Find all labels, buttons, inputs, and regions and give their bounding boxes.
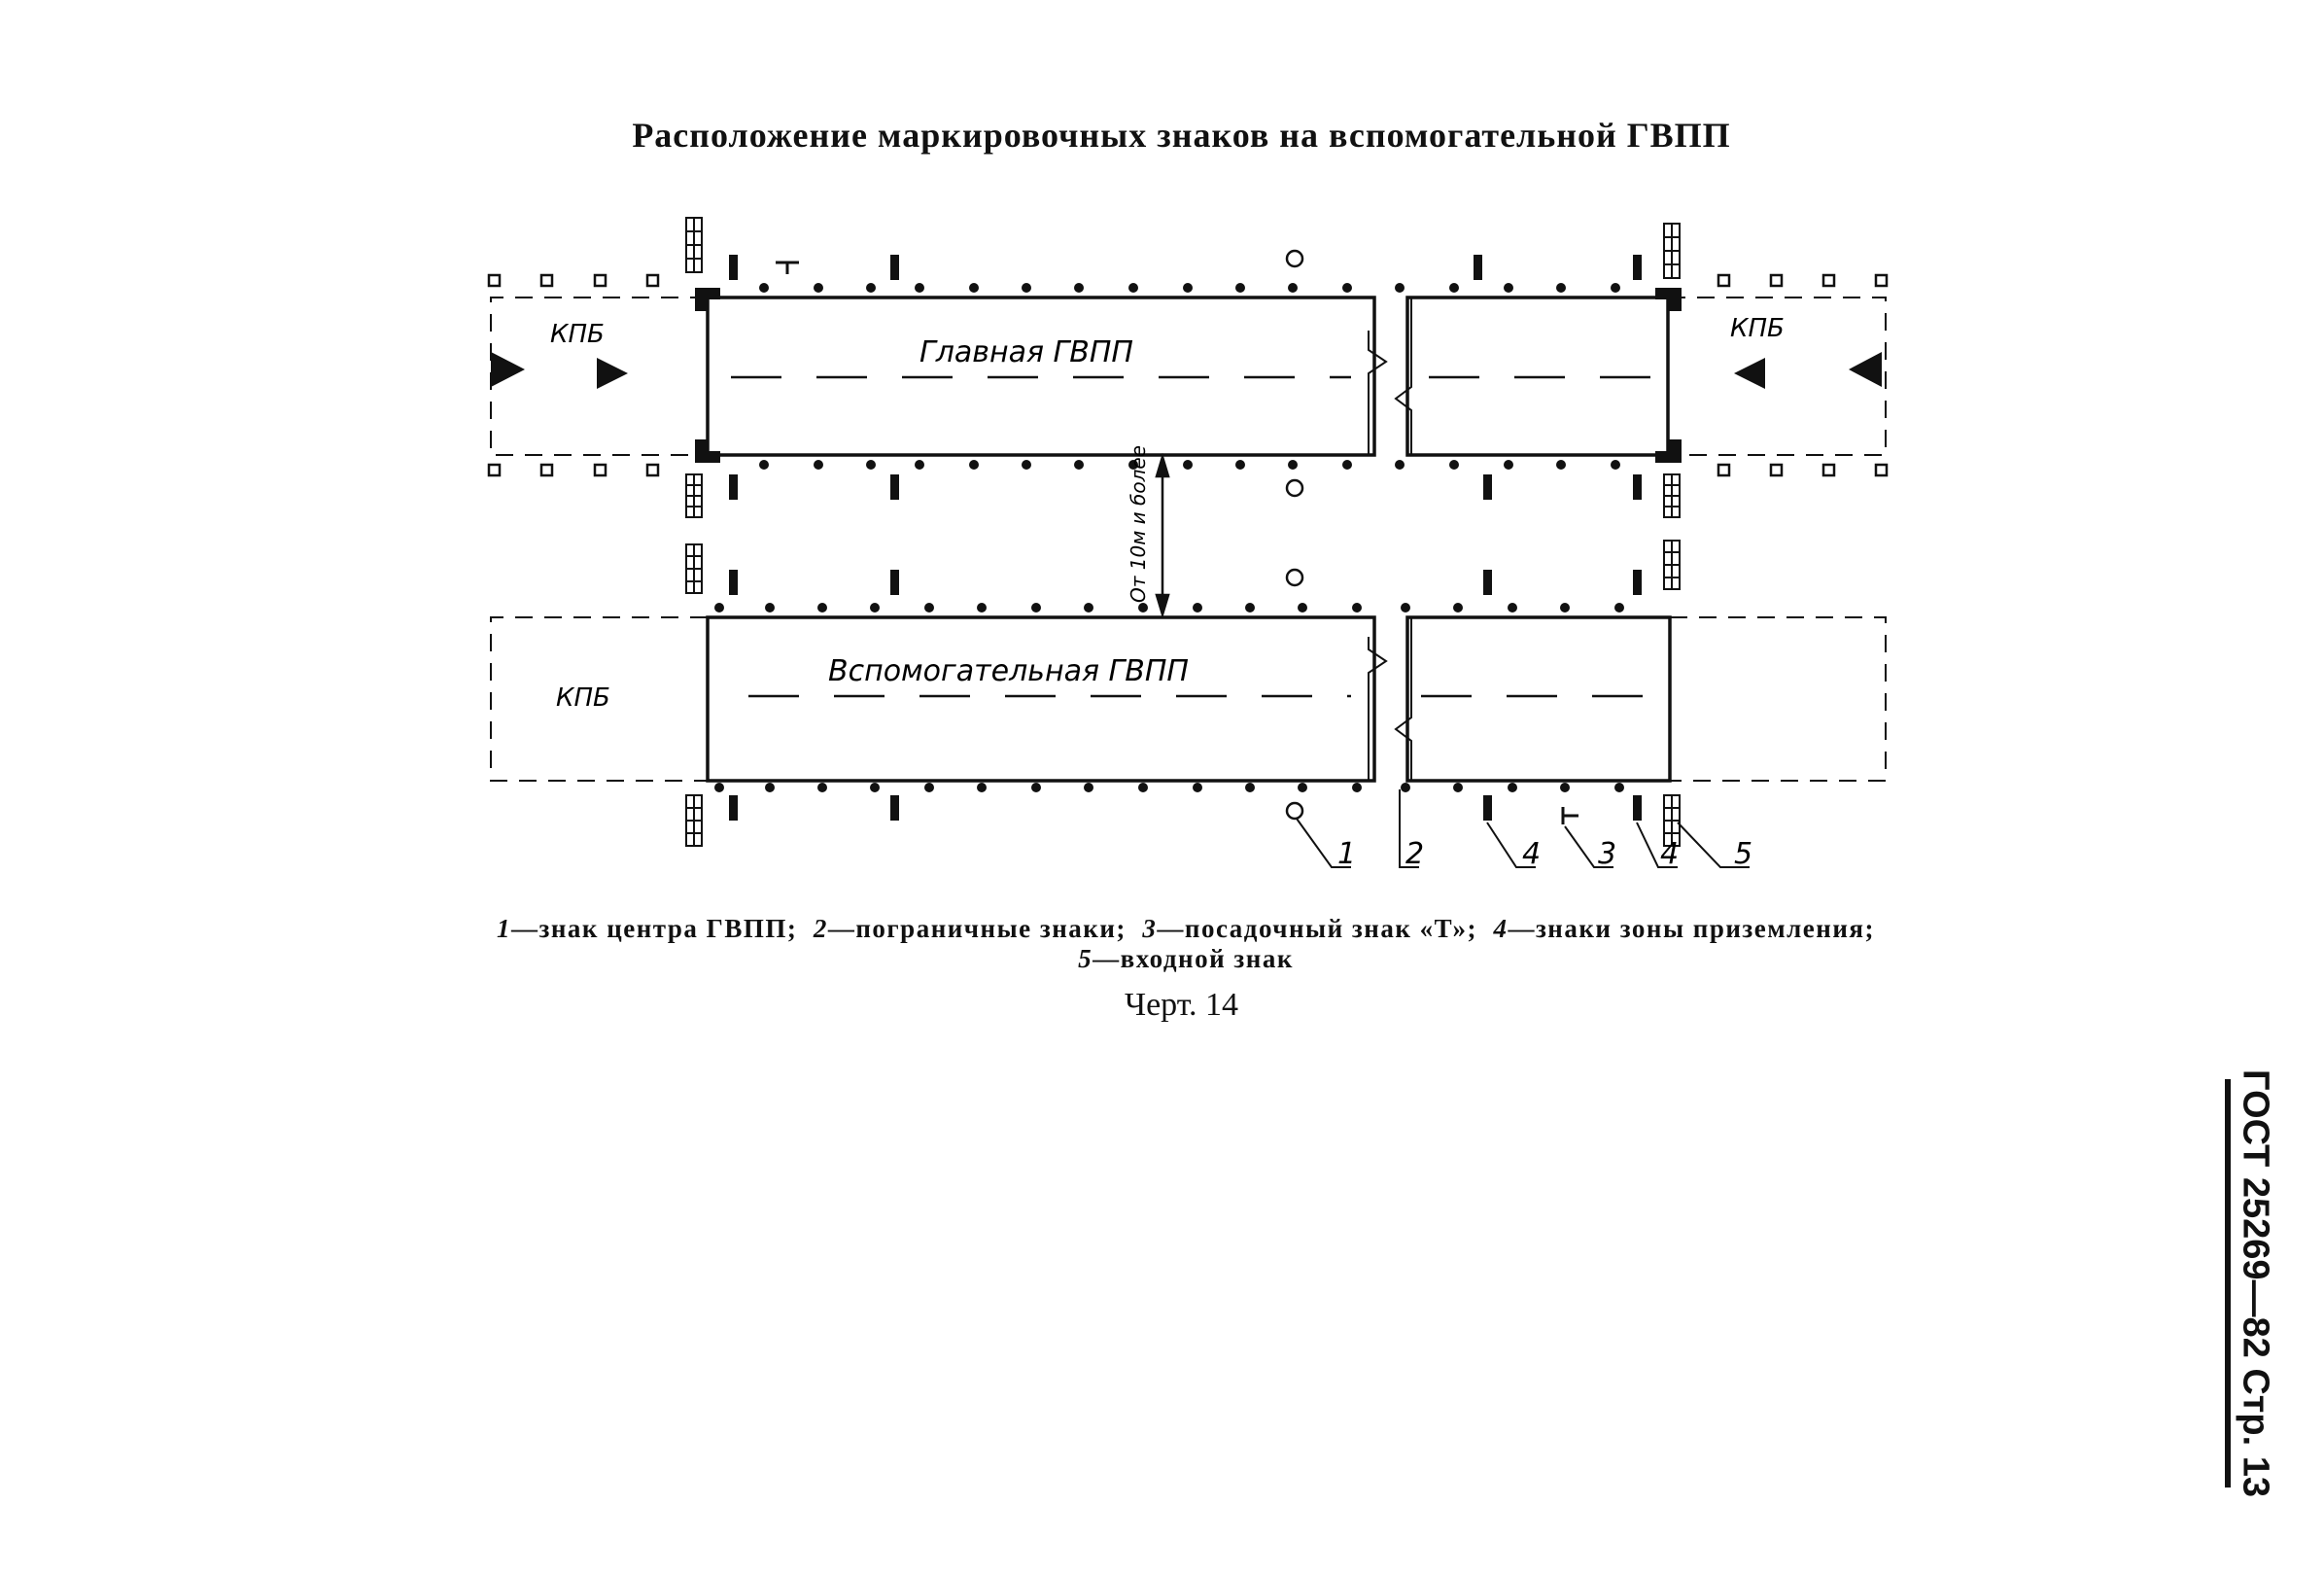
aux-runway-left (708, 617, 1374, 781)
legend-num-2: 2 (813, 914, 828, 943)
kpb-label-main-left: КПБ (550, 320, 605, 349)
touchdown-markers (729, 255, 1642, 821)
page-title: Расположение маркировочных знаков на вспомогательной ГВПП (632, 116, 1731, 155)
boundary-markers (714, 283, 1624, 792)
kpb-label-main-right: КПБ (1730, 314, 1785, 343)
legend-text-4: знаки зоны приземления; (1535, 914, 1875, 943)
callout-5: 5 (1734, 837, 1753, 871)
break-line-main (1369, 331, 1386, 455)
legend-num-1: 1 (497, 914, 511, 943)
kpb-aux-right (1670, 617, 1886, 781)
side-label: ГОСТ 25269—82 Стр. 13 (2235, 1068, 2276, 1498)
legend-num-4: 4 (1493, 914, 1509, 943)
legend-text-5: входной знак (1120, 944, 1294, 973)
threshold-signs (686, 218, 1680, 846)
landing-t (776, 262, 1578, 824)
legend-num-5: 5 (1078, 944, 1093, 973)
legend-text-2: пограничные знаки; (855, 914, 1127, 943)
callout-4a: 4 (1522, 837, 1542, 871)
center-markers (1287, 251, 1302, 819)
callout-1: 1 (1337, 837, 1357, 871)
callout-2: 2 (1405, 837, 1425, 871)
callout-3: 3 (1598, 837, 1617, 871)
side-header (2221, 1068, 2289, 1498)
break-line-aux (1369, 637, 1386, 781)
legend: 1—знак центра ГВПП; 2—пограничные знаки; 3—посадочный знак «Т»; 4—знаки зоны приземления; 5—входной знак (497, 914, 1875, 973)
side-rule (2225, 1079, 2231, 1488)
legend-text-1: знак центра ГВПП; (538, 914, 798, 943)
distance-arrow (1157, 457, 1168, 614)
legend-text-3: посадочный знак «Т»; (1184, 914, 1477, 943)
aux-runway-label: Вспомогательная ГВПП (828, 654, 1189, 688)
legend-num-3: 3 (1142, 914, 1158, 943)
distance-label: От 10м и более (1127, 445, 1150, 603)
main-runway-label: Главная ГВПП (919, 335, 1133, 369)
aux-runway-right (1407, 617, 1670, 781)
figure-caption: Черт. 14 (1124, 987, 1239, 1023)
kpb-label-aux: КПБ (556, 683, 610, 713)
callout-4b: 4 (1660, 837, 1680, 871)
